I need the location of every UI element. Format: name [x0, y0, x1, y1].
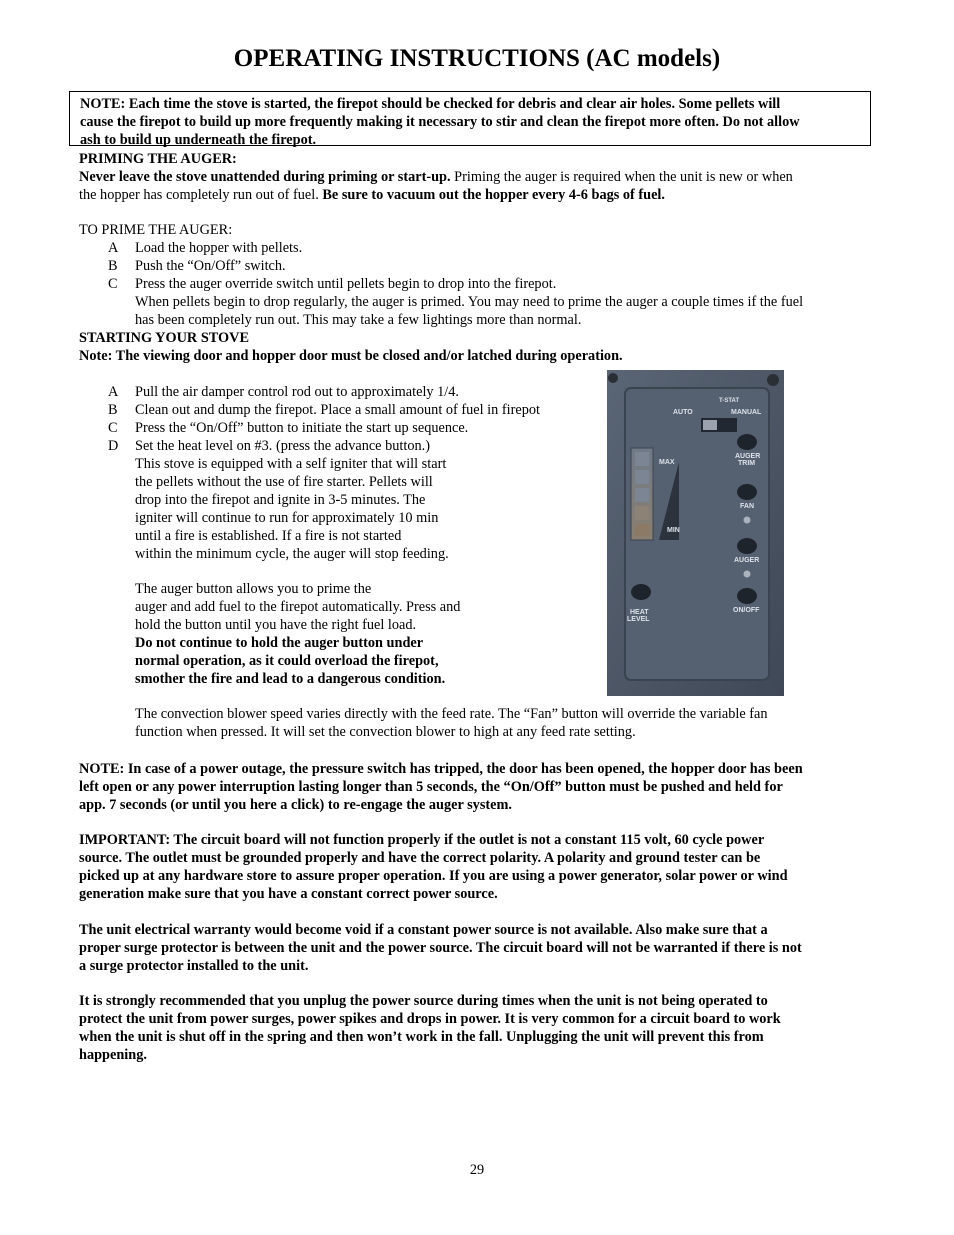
note-line: cause the firepot to build up more frequently making it necessary to stir and clean the firepot more often. Do not allow — [80, 114, 800, 130]
igniter-line: This stove is equipped with a self igniter that will start — [135, 456, 447, 472]
starting-note: Note: The viewing door and hopper door must be closed and/or latched during operation. — [79, 348, 623, 364]
step-text: Pull the air damper control rod out to approximately 1/4. — [135, 384, 459, 400]
max-label: MAX — [659, 459, 675, 466]
starting-heading: STARTING YOUR STOVE — [79, 330, 250, 346]
screw-icon — [608, 373, 618, 383]
igniter-line: the pellets without the use of fire starter. Pellets will — [135, 474, 433, 490]
blower-line: The convection blower speed varies directly with the feed rate. The “Fan” button will override the variable fan — [135, 706, 768, 722]
step-letter: B — [108, 402, 118, 418]
on-off-button-icon — [737, 588, 757, 604]
step-letter: C — [108, 420, 118, 436]
priming-text: Priming the auger is required when the unit is new or when — [450, 169, 793, 185]
note-line: IMPORTANT: The circuit board will not function properly if the outlet is not a constant 115 volt, 60 cycle power — [79, 832, 765, 848]
fan-indicator-icon — [744, 517, 751, 524]
tstat-label: T-STAT — [719, 398, 740, 404]
fan-label: FAN — [740, 503, 754, 510]
note-line: happening. — [79, 1047, 147, 1063]
igniter-line: igniter will continue to run for approximately 10 min — [135, 510, 439, 526]
auto-label: AUTO — [673, 409, 693, 416]
auger-paragraph — [135, 580, 595, 688]
auger-line: hold the button until you have the right fuel load. — [135, 617, 417, 633]
step-text: Press the auger override switch until pellets begin to drop into the firepot. — [135, 276, 557, 292]
priming-text: the hopper has completely run out of fuel. — [79, 187, 323, 203]
auger-button-icon — [737, 538, 757, 554]
priming-step — [0, 239, 954, 257]
unplug-note — [79, 992, 889, 1064]
note-line: a surge protector installed to the unit. — [79, 958, 309, 974]
step-letter: A — [108, 240, 119, 256]
auger-warning-line: smother the fire and lead to a dangerous condition. — [135, 671, 446, 687]
manual-label: MANUAL — [731, 409, 762, 416]
note-line: generation make sure that you have a constant correct power source. — [79, 886, 498, 902]
auger-trim-label-1: AUGER — [735, 453, 761, 460]
auger-trim-label-2: TRIM — [738, 460, 756, 467]
control-panel-illustration — [607, 370, 784, 696]
note-line: NOTE: Each time the stove is started, the firepot should be checked for debris and clear air holes. Some pellets will — [80, 96, 781, 112]
note-line: NOTE: In case of a power outage, the pressure switch has tripped, the door has been opened, the hopper door has been — [79, 761, 803, 777]
igniter-line: until a fire is established. If a fire is not started — [135, 528, 402, 544]
note-line: picked up at any hardware store to assure proper operation. If you are using a power generator, solar power or wind — [79, 868, 788, 884]
page-title: OPERATING INSTRUCTIONS (AC models) — [233, 45, 721, 72]
priming-line — [79, 168, 879, 186]
starting-step — [0, 383, 600, 401]
note-line: source. The outlet must be grounded properly and have the correct polarity. A polarity and ground tester can be — [79, 850, 761, 866]
auger-indicator-icon — [744, 571, 751, 578]
note-line: left open or any power interruption lasting longer than 5 seconds, the “On/Off” button must be pushed and held for — [79, 779, 783, 795]
page-number: 29 — [469, 1162, 485, 1178]
priming-line — [79, 186, 879, 204]
igniter-line: within the minimum cycle, the auger will stop feeding. — [135, 546, 449, 562]
step-text: Press the “On/Off” button to initiate the start up sequence. — [135, 420, 469, 436]
starting-step — [0, 419, 600, 437]
starting-step — [0, 437, 600, 455]
auger-label: AUGER — [734, 557, 760, 564]
note-line: ash to build up underneath the firepot. — [80, 132, 317, 148]
warranty-note — [79, 921, 889, 975]
auger-warning-line: Do not continue to hold the auger button under — [135, 635, 424, 651]
note-line: The unit electrical warranty would become void if a constant power source is not available. Also make sure that a — [79, 922, 768, 938]
step-text: Load the hopper with pellets. — [135, 240, 303, 256]
power-outage-note — [79, 760, 889, 814]
priming-continuation: When pellets begin to drop regularly, the auger is primed. You may need to prime the auger a couple times if the fuel — [135, 294, 804, 310]
firepot-note-box — [69, 91, 871, 146]
min-label: MIN — [667, 527, 680, 534]
note-line: when the unit is shut off in the spring and then won’t work in the fall. Unplugging the unit will prevent this from — [79, 1029, 764, 1045]
note-line: proper surge protector is between the unit and the power source. The circuit board will not be warranted if there is not — [79, 940, 802, 956]
auger-line: The auger button allows you to prime the — [135, 581, 372, 597]
heat-label-2: LEVEL — [627, 616, 650, 623]
starting-step — [0, 401, 600, 419]
heat-label-1: HEAT — [630, 609, 649, 616]
auger-line: auger and add fuel to the firepot automatically. Press and — [135, 599, 461, 615]
auger-trim-button-icon — [737, 434, 757, 450]
auger-warning-line: normal operation, as it could overload the firepot, — [135, 653, 439, 669]
priming-step — [0, 257, 954, 275]
priming-continuation: has been completely run out. This may take a few lightings more than normal. — [135, 312, 582, 328]
step-text: Clean out and dump the firepot. Place a small amount of fuel in firepot — [135, 402, 540, 418]
step-letter: C — [108, 276, 118, 292]
step-text: Set the heat level on #3. (press the advance button.) — [135, 438, 430, 454]
step-letter: A — [108, 384, 119, 400]
fan-button-icon — [737, 484, 757, 500]
igniter-paragraph — [135, 455, 595, 563]
screw-icon — [767, 374, 779, 386]
blower-paragraph — [135, 705, 885, 741]
note-line: It is strongly recommended that you unplug the power source during times when the unit is not being operated to — [79, 993, 768, 1009]
note-line: app. 7 seconds (or until you here a click) to re-engage the auger system. — [79, 797, 512, 813]
to-prime-heading: TO PRIME THE AUGER: — [79, 222, 233, 238]
step-text: Push the “On/Off” switch. — [135, 258, 286, 274]
priming-heading: PRIMING THE AUGER: — [79, 151, 237, 167]
control-panel-photo — [607, 370, 784, 696]
vacuum-warning: Be sure to vacuum out the hopper every 4-6 bags of fuel. — [322, 187, 665, 203]
igniter-line: drop into the firepot and ignite in 3-5 minutes. The — [135, 492, 426, 508]
note-line: protect the unit from power surges, power spikes and drops in power. It is very common for a circuit board to work — [79, 1011, 781, 1027]
step-letter: B — [108, 258, 118, 274]
step-letter: D — [108, 438, 119, 454]
heat-level-button-icon — [631, 584, 651, 600]
blower-line: function when pressed. It will set the convection blower to high at any feed rate setting. — [135, 724, 636, 740]
important-note — [79, 831, 889, 903]
priming-warning: Never leave the stove unattended during priming or start-up. — [79, 169, 451, 185]
priming-step — [0, 275, 954, 293]
onoff-label: ON/OFF — [733, 607, 760, 614]
